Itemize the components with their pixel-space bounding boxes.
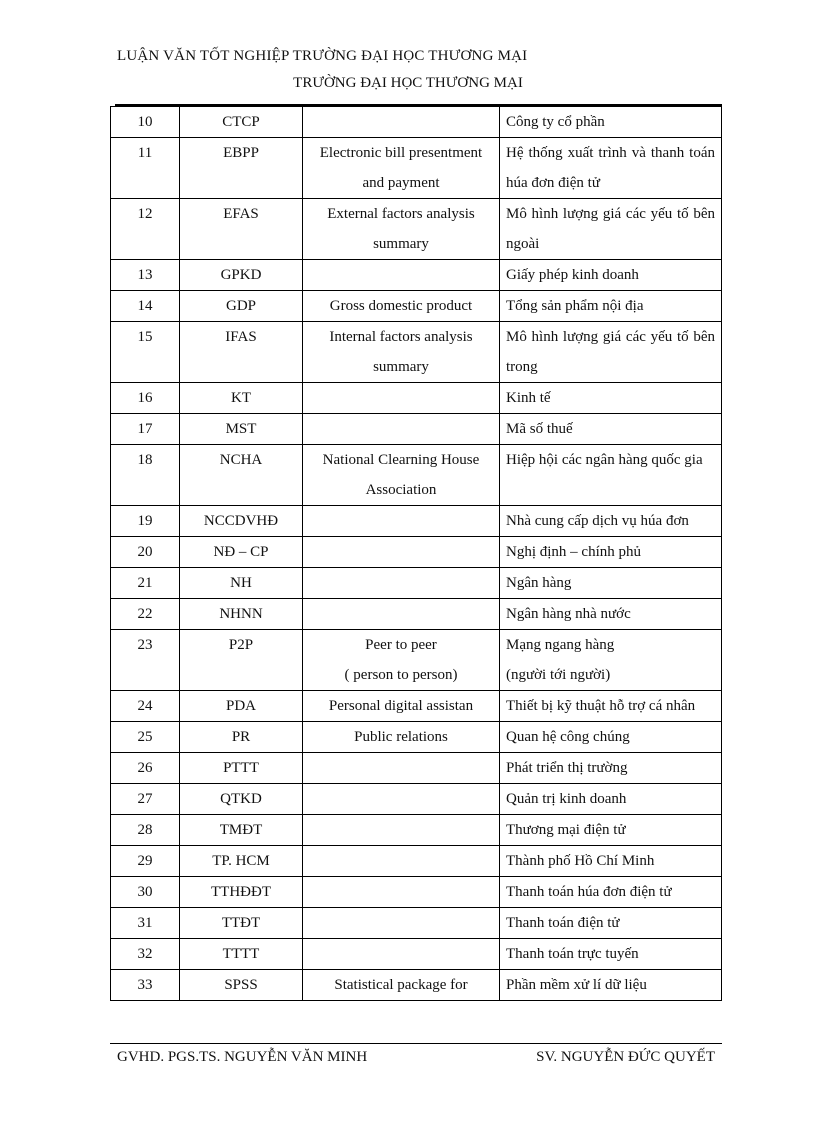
table-row	[111, 138, 722, 199]
row-abbreviation: TTHĐĐT	[180, 877, 303, 908]
row-vietnamese-term: Mạng ngang hàng (người tới người)	[500, 630, 722, 691]
table-row	[111, 506, 722, 537]
row-vietnamese-term: Ngân hàng nhà nước	[500, 599, 722, 630]
row-vietnamese-term: Mô hình lượng giá các yếu tố bên ngoài	[500, 199, 722, 260]
row-abbreviation: QTKD	[180, 784, 303, 815]
table-row	[111, 383, 722, 414]
row-english-term: Internal factors analysis summary	[303, 322, 500, 383]
row-abbreviation: GDP	[180, 291, 303, 322]
row-vietnamese-term: Ngân hàng	[500, 568, 722, 599]
row-abbreviation: IFAS	[180, 322, 303, 383]
row-english-term: Peer to peer ( person to person)	[303, 630, 500, 691]
table-row	[111, 107, 722, 138]
row-number: 21	[111, 568, 180, 599]
row-number: 14	[111, 291, 180, 322]
row-english-term: Personal digital assistan	[303, 691, 500, 722]
row-number: 19	[111, 506, 180, 537]
row-number: 10	[111, 107, 180, 138]
row-vietnamese-term: Thiết bị kỹ thuật hỗ trợ cá nhân	[500, 691, 722, 722]
table-row	[111, 291, 722, 322]
table-row	[111, 722, 722, 753]
row-number: 30	[111, 877, 180, 908]
row-english-term	[303, 107, 500, 138]
row-number: 27	[111, 784, 180, 815]
row-english-term	[303, 877, 500, 908]
table-row	[111, 753, 722, 784]
row-english-term	[303, 939, 500, 970]
row-number: 28	[111, 815, 180, 846]
institution-title: TRƯỜNG ĐẠI HỌC THƯƠNG MẠI	[293, 75, 523, 91]
table-row	[111, 322, 722, 383]
row-vietnamese-term: Kinh tế	[500, 383, 722, 414]
row-english-term	[303, 753, 500, 784]
row-abbreviation: CTCP	[180, 107, 303, 138]
row-abbreviation: PDA	[180, 691, 303, 722]
footer-advisor: GVHD. PGS.TS. NGUYỄN VĂN MINH	[117, 1049, 368, 1065]
row-english-term	[303, 846, 500, 877]
row-vietnamese-term: Nhà cung cấp dịch vụ húa đơn	[500, 506, 722, 537]
row-vietnamese-term: Giấy phép kinh doanh	[500, 260, 722, 291]
footer-student: SV. NGUYỄN ĐỨC QUYẾT	[536, 1049, 715, 1065]
row-number: 31	[111, 908, 180, 939]
table-row	[111, 846, 722, 877]
row-number: 16	[111, 383, 180, 414]
row-abbreviation: SPSS	[180, 970, 303, 1001]
table-row	[111, 537, 722, 568]
row-number: 25	[111, 722, 180, 753]
row-number: 12	[111, 199, 180, 260]
row-vietnamese-term: Phát triển thị trường	[500, 753, 722, 784]
row-number: 33	[111, 970, 180, 1001]
row-abbreviation: GPKD	[180, 260, 303, 291]
row-english-term: National Clearning House Association	[303, 445, 500, 506]
row-english-term	[303, 784, 500, 815]
row-vietnamese-term: Phần mềm xử lí dữ liệu	[500, 970, 722, 1001]
row-vietnamese-term: Công ty cổ phần	[500, 107, 722, 138]
row-abbreviation: NCCDVHĐ	[180, 506, 303, 537]
row-abbreviation: TP. HCM	[180, 846, 303, 877]
row-number: 23	[111, 630, 180, 691]
row-english-term: Statistical package for	[303, 970, 500, 1001]
table-row	[111, 630, 722, 691]
row-english-term	[303, 599, 500, 630]
row-abbreviation: TTTT	[180, 939, 303, 970]
row-number: 32	[111, 939, 180, 970]
row-vietnamese-term: Mã số thuế	[500, 414, 722, 445]
row-english-term	[303, 506, 500, 537]
row-vietnamese-term: Thương mại điện tử	[500, 815, 722, 846]
table-row	[111, 877, 722, 908]
table-row	[111, 939, 722, 970]
row-vietnamese-term: Hiệp hội các ngân hàng quốc gia	[500, 445, 722, 506]
table-row	[111, 260, 722, 291]
row-abbreviation: PR	[180, 722, 303, 753]
row-english-term	[303, 537, 500, 568]
row-abbreviation: TTĐT	[180, 908, 303, 939]
row-number: 20	[111, 537, 180, 568]
row-english-term: Electronic bill presentment and payment	[303, 138, 500, 199]
row-abbreviation: P2P	[180, 630, 303, 691]
row-vietnamese-term: Thanh toán húa đơn điện tử	[500, 877, 722, 908]
row-abbreviation: KT	[180, 383, 303, 414]
row-vietnamese-term: Thanh toán trực tuyến	[500, 939, 722, 970]
row-english-term: External factors analysis summary	[303, 199, 500, 260]
table-row	[111, 445, 722, 506]
row-number: 24	[111, 691, 180, 722]
row-english-term	[303, 383, 500, 414]
row-english-term	[303, 260, 500, 291]
row-abbreviation: EFAS	[180, 199, 303, 260]
table-row	[111, 414, 722, 445]
row-vietnamese-term: Hệ thống xuất trình và thanh toán húa đơn điện tử	[500, 138, 722, 199]
row-number: 18	[111, 445, 180, 506]
table-row	[111, 908, 722, 939]
row-vietnamese-term: Quản trị kinh doanh	[500, 784, 722, 815]
table-row	[111, 784, 722, 815]
table-row	[111, 691, 722, 722]
row-vietnamese-term: Quan hệ công chúng	[500, 722, 722, 753]
row-abbreviation: TMĐT	[180, 815, 303, 846]
running-header: LUẬN VĂN TỐT NGHIỆP TRƯỜNG ĐẠI HỌC THƯƠNG MẠI	[117, 48, 528, 64]
row-abbreviation: MST	[180, 414, 303, 445]
row-vietnamese-term: Mô hình lượng giá các yếu tố bên trong	[500, 322, 722, 383]
row-number: 26	[111, 753, 180, 784]
row-vietnamese-term: Thành phố Hồ Chí Minh	[500, 846, 722, 877]
abbreviation-table	[110, 106, 722, 1001]
row-number: 29	[111, 846, 180, 877]
row-abbreviation: NH	[180, 568, 303, 599]
row-english-term	[303, 815, 500, 846]
table-row	[111, 599, 722, 630]
row-vietnamese-term: Thanh toán điện tử	[500, 908, 722, 939]
row-english-term	[303, 568, 500, 599]
row-english-term: Gross domestic product	[303, 291, 500, 322]
row-vietnamese-term: Tổng sản phẩm nội địa	[500, 291, 722, 322]
row-abbreviation: PTTT	[180, 753, 303, 784]
row-english-term	[303, 908, 500, 939]
row-english-term: Public relations	[303, 722, 500, 753]
table-row	[111, 815, 722, 846]
table-row	[111, 568, 722, 599]
row-number: 11	[111, 138, 180, 199]
row-number: 15	[111, 322, 180, 383]
row-abbreviation: EBPP	[180, 138, 303, 199]
row-abbreviation: NCHA	[180, 445, 303, 506]
row-abbreviation: NĐ – CP	[180, 537, 303, 568]
footer-divider	[110, 1043, 722, 1044]
table-row	[111, 199, 722, 260]
table-row	[111, 970, 722, 1001]
row-abbreviation: NHNN	[180, 599, 303, 630]
row-number: 17	[111, 414, 180, 445]
row-vietnamese-term: Nghị định – chính phủ	[500, 537, 722, 568]
row-number: 13	[111, 260, 180, 291]
row-number: 22	[111, 599, 180, 630]
row-english-term	[303, 414, 500, 445]
